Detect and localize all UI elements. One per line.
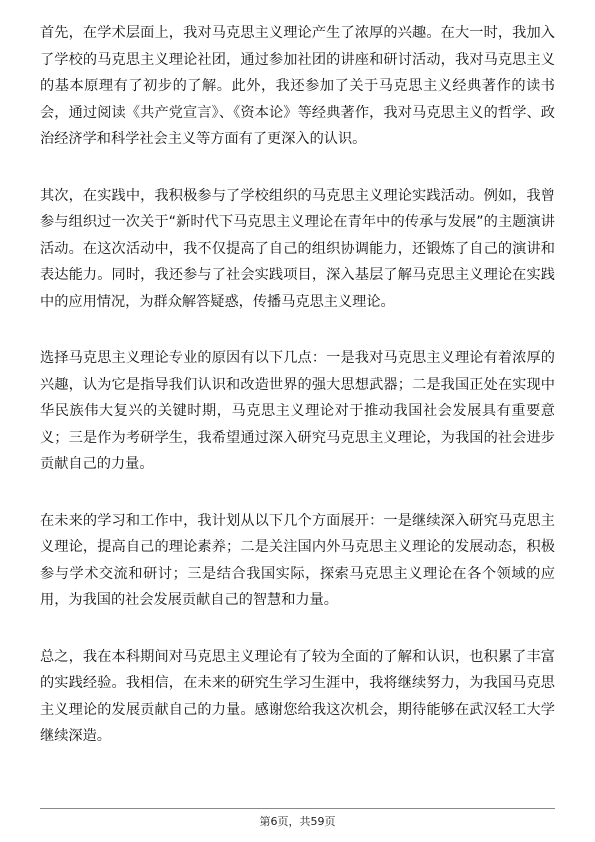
paragraph-academic-interest: 首先，在学术层面上，我对马克思主义理论产生了浓厚的兴趣。在大一时，我加入了学校的马克思主义理论社团，通过参加社团的讲座和研讨活动，我对马克思主义的基本原理有了初步的了解。此外，我还参加了关于马克思主义经典著作的读书会，通过阅读《共产党宣言》、《资本论》等经典著作，我对马克思主义的哲学、政治经济学和科学社会主义等方面有了更深入的认识。 bbox=[40, 25, 555, 147]
page-number: 第6页，共59页 bbox=[259, 815, 336, 828]
paragraph-practice: 其次，在实践中，我积极参与了学校组织的马克思主义理论实践活动。例如，我曾参与组织过一次关于“新时代下马克思主义理论在青年中的传承与发展”的主题演讲活动。在这次活动中，我不仅提高了自己的组织协调能力，还锻炼了自己的演讲和表达能力。同时，我还参与了社会实践项目，深入基层了解马克思主义理论在实践中的应用情况，为群众解答疑惑，传播马克思主义理论。 bbox=[40, 187, 555, 310]
paragraph-reasons: 选择马克思主义理论专业的原因有以下几点：一是我对马克思主义理论有着浓厚的兴趣，认为它是指导我们认识和改造世界的强大思想武器；二是我国正处在实现中华民族伟大复兴的关键时期，马克思主义理论对于推动我国社会发展具有重要意义；三是作为考研学生，我希望通过深入研究马克思主义理论，为我国的社会进步贡献自己的力量。 bbox=[40, 350, 555, 472]
paragraph-conclusion: 总之，我在本科期间对马克思主义理论有了较为全面的了解和认识，也积累了丰富的实践经验。我相信，在未来的研究生学习生涯中，我将继续努力，为我国马克思主义理论的发展贡献自己的力量。感谢您给我这次机会，期待能够在武汉轻工大学继续深造。 bbox=[40, 648, 555, 744]
paragraph-future-plans: 在未来的学习和工作中，我计划从以下几个方面展开：一是继续深入研究马克思主义理论，提高自己的理论素养；二是关注国内外马克思主义理论的发展动态，积极参与学术交流和研讨；三是结合我国实际，探索马克思主义理论在各个领域的应用，为我国的社会发展贡献自己的智慧和力量。 bbox=[40, 512, 555, 608]
footer-divider bbox=[40, 808, 555, 809]
